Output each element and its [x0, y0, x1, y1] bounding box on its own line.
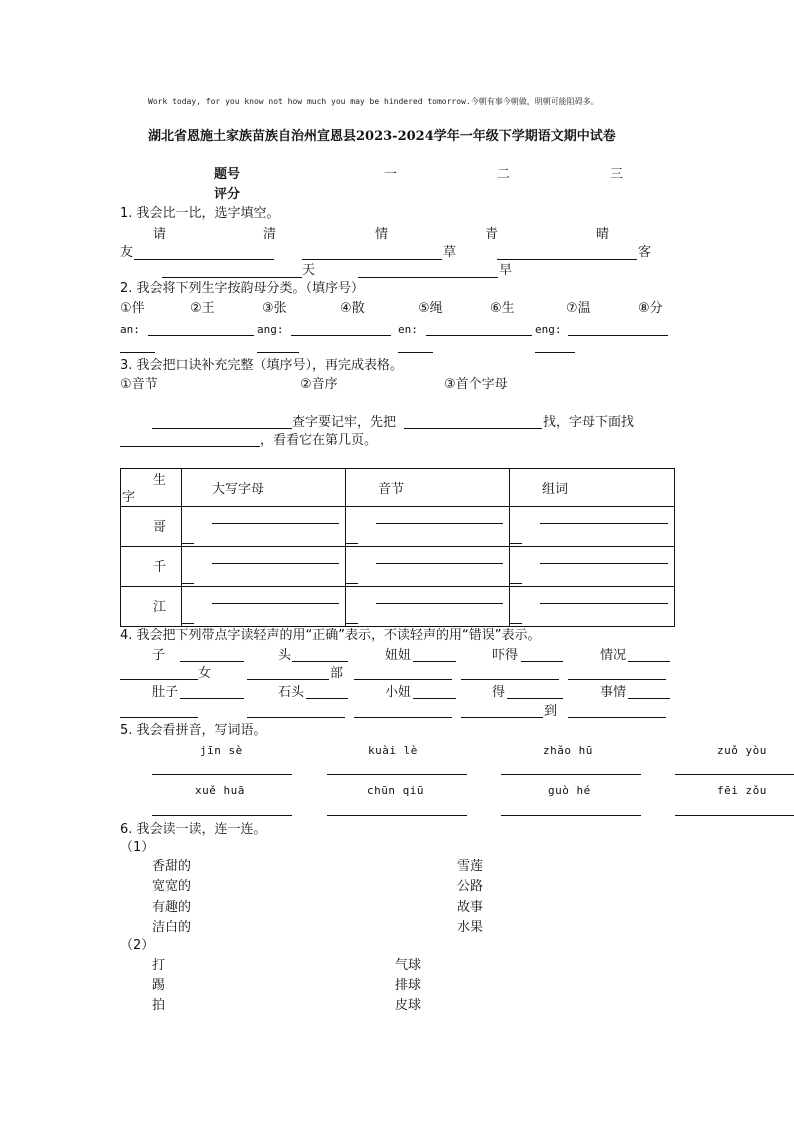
q3-th-upper — [182, 469, 346, 507]
q3-prompt: 3. 我会把口诀补充完整（填序号），再完成表格。 — [120, 358, 404, 373]
q2-group-ang: ang: — [257, 323, 284, 336]
q4-word-5: 情况 — [600, 648, 627, 663]
q1-word-sky: 天 — [302, 263, 316, 278]
q3-blank-3[interactable] — [120, 446, 260, 447]
q4-blank-8[interactable] — [354, 679, 452, 680]
q4-blank-7[interactable] — [247, 679, 329, 680]
q6-right-1[interactable]: 雪莲 — [457, 859, 484, 874]
q4-word-part: 部 — [330, 666, 344, 681]
q5-answer-3[interactable] — [501, 774, 641, 775]
q4-word-3: 妞妞 — [385, 648, 412, 663]
q5-prompt: 5. 我会看拼音，写词语。 — [120, 723, 267, 738]
q5-pinyin-2: kuài lè — [368, 744, 418, 757]
q4-blank-5[interactable] — [628, 661, 670, 662]
q4-word-1: 子 — [152, 648, 166, 663]
q6-ball-3[interactable]: 皮球 — [395, 998, 422, 1013]
q1-char-3: 情 — [375, 227, 389, 242]
q2-item-6: ⑥生 — [490, 301, 515, 316]
q3-th-syllable-label: 音节 — [378, 482, 405, 497]
q4-blank-12[interactable] — [306, 698, 348, 699]
q1-word-guest: 客 — [638, 245, 652, 260]
q1-word-early: 早 — [499, 263, 513, 278]
q2-blank-en-2[interactable] — [398, 352, 433, 353]
q5-answer-4[interactable] — [675, 774, 794, 775]
q2-item-3: ③张 — [262, 301, 287, 316]
q3-cell-syllable[interactable] — [346, 587, 510, 627]
q2-blank-ang[interactable] — [291, 335, 391, 336]
q3-rhyme-1b: 找，字母下面找 — [543, 415, 635, 430]
q4-blank-18[interactable] — [354, 717, 452, 718]
q3-row-char-label: 江 — [153, 600, 167, 615]
q2-item-4: ④散 — [340, 301, 365, 316]
q4-blank-13[interactable] — [413, 698, 456, 699]
q5-pinyin-3: zhǎo hū — [543, 744, 593, 757]
q3-blank-2[interactable] — [404, 428, 542, 429]
q6-right-2[interactable]: 公路 — [457, 879, 484, 894]
q3-blank-1[interactable] — [152, 428, 292, 429]
page-title: 湖北省恩施土家族苗族自治州宣恩县2023-2024学年一年级下学期语文期中试卷 — [148, 129, 616, 144]
q2-item-2: ②王 — [190, 301, 215, 316]
q3-cell-word[interactable] — [510, 587, 675, 627]
q1-word-friend: 友 — [120, 245, 134, 260]
q4-blank-15[interactable] — [628, 698, 670, 699]
q3-th-char — [121, 469, 182, 507]
q4-blank-9[interactable] — [461, 679, 559, 680]
q3-row-char — [121, 507, 182, 547]
q6-verb-1[interactable]: 打 — [152, 958, 166, 973]
score-label-number: 题号 — [214, 167, 241, 182]
q2-item-8: ⑧分 — [638, 301, 663, 316]
q6-left-4[interactable]: 洁白的 — [152, 920, 192, 935]
q3-th-syllable — [346, 469, 510, 507]
q3-row-char — [121, 547, 182, 587]
score-col-2: 二 — [497, 167, 511, 182]
q1-prompt: 1. 我会比一比，选字填空。 — [120, 206, 280, 221]
q4-prompt: 4. 我会把下列带点字读轻声的用“正确”表示，不读轻声的用“错误”表示。 — [120, 628, 541, 643]
q5-pinyin-7: guò hé — [548, 784, 591, 797]
q2-prompt: 2. 我会将下列生字按韵母分类。（填序号） — [120, 281, 365, 296]
q2-group-an: an: — [120, 323, 140, 336]
q4-blank-6[interactable] — [120, 679, 198, 680]
q2-blank-eng-2[interactable] — [535, 352, 575, 353]
q6-part2-label: （2） — [120, 938, 155, 953]
q6-part1-label: （1） — [120, 840, 155, 855]
q6-prompt: 6. 我会读一读，连一连。 — [120, 822, 267, 837]
q3-rhyme-2: ，看看它在第几页。 — [260, 433, 378, 448]
q6-right-4[interactable]: 水果 — [457, 920, 484, 935]
q2-blank-eng[interactable] — [568, 335, 668, 336]
header-motto: Work today, for you know not how much you may be hindered tomorrow.今朝有事今朝做，明朝可能阻碍多。 — [148, 97, 599, 106]
q1-word-grass: 草 — [443, 245, 457, 260]
q4-blank-11[interactable] — [180, 698, 244, 699]
q6-ball-2[interactable]: 排球 — [395, 978, 422, 993]
score-col-3: 三 — [610, 167, 624, 182]
q3-cell-word[interactable] — [510, 507, 675, 547]
q5-pinyin-5: xuě huā — [195, 784, 245, 797]
q4-word-7: 石头 — [278, 685, 305, 700]
q3-table — [120, 468, 675, 627]
q4-word-2: 头 — [278, 648, 292, 663]
q4-blank-4[interactable] — [521, 661, 563, 662]
q4-word-9: 得 — [492, 685, 506, 700]
q5-answer-8[interactable] — [675, 815, 794, 816]
q4-blank-3[interactable] — [413, 661, 456, 662]
q4-blank-10[interactable] — [568, 679, 666, 680]
q3-row-char-label: 千 — [153, 560, 167, 575]
q4-blank-16[interactable] — [120, 717, 198, 718]
q1-blank-4[interactable] — [162, 277, 302, 278]
q4-blank-14[interactable] — [507, 698, 563, 699]
q2-blank-ang-2[interactable] — [257, 352, 299, 353]
q6-left-1[interactable]: 香甜的 — [152, 859, 192, 874]
q3-th-word-label: 组词 — [542, 482, 569, 497]
q5-answer-6[interactable] — [327, 815, 467, 816]
q3-cell-syllable[interactable] — [346, 507, 510, 547]
q6-right-3[interactable]: 故事 — [457, 900, 484, 915]
q4-word-6: 肚子 — [152, 685, 179, 700]
q2-blank-an[interactable] — [148, 335, 254, 336]
q2-group-en: en: — [398, 323, 418, 336]
q3-rhyme-1a: 查字要记牢，先把 — [292, 415, 397, 430]
q3-row-char-label: 哥 — [153, 520, 167, 535]
q5-pinyin-8: fēi zǒu — [717, 784, 767, 797]
q3-th-char-top: 生 — [153, 473, 167, 488]
q4-blank-1[interactable] — [180, 661, 244, 662]
q2-item-7: ⑦温 — [566, 301, 591, 316]
q6-ball-1[interactable]: 气球 — [395, 958, 422, 973]
q4-word-8: 小妞 — [385, 685, 412, 700]
q3-cell-word[interactable] — [510, 547, 675, 587]
q1-blank-3[interactable] — [497, 259, 637, 260]
q3-row-char — [121, 587, 182, 627]
q2-item-5: ⑤绳 — [418, 301, 443, 316]
q1-char-2: 清 — [263, 227, 277, 242]
q3-cell-upper[interactable] — [182, 587, 346, 627]
q4-word-arrive: 到 — [544, 704, 558, 719]
q2-blank-en[interactable] — [426, 335, 532, 336]
q4-word-4: 吓得 — [492, 648, 519, 663]
q5-pinyin-1: jīn sè — [200, 744, 243, 757]
q1-char-4: 青 — [485, 227, 499, 242]
q3-option-2: ②音序 — [300, 377, 338, 392]
q5-pinyin-6: chūn qiū — [367, 784, 424, 797]
q6-left-2[interactable]: 宽宽的 — [152, 879, 192, 894]
q4-word-girl: 女 — [198, 666, 212, 681]
q2-group-eng: eng: — [535, 323, 562, 336]
q5-answer-2[interactable] — [327, 774, 467, 775]
q3-cell-upper[interactable] — [182, 547, 346, 587]
q2-blank-an-2[interactable] — [120, 352, 155, 353]
q6-verb-3[interactable]: 拍 — [152, 998, 166, 1013]
q3-cell-syllable[interactable] — [346, 547, 510, 587]
q1-blank-5[interactable] — [358, 277, 498, 278]
q5-answer-1[interactable] — [152, 774, 292, 775]
q4-blank-2[interactable] — [292, 661, 348, 662]
q3-th-char-bottom: 字 — [122, 490, 136, 505]
q3-option-3: ③首个字母 — [444, 377, 508, 392]
q4-blank-19[interactable] — [461, 717, 543, 718]
q6-verb-2[interactable]: 踢 — [152, 978, 166, 993]
q4-word-10: 事情 — [600, 685, 627, 700]
score-col-1: 一 — [384, 167, 398, 182]
q3-th-word — [510, 469, 675, 507]
q3-th-upper-label: 大写字母 — [212, 482, 265, 497]
score-label-score: 评分 — [214, 187, 241, 202]
q5-answer-5[interactable] — [152, 815, 292, 816]
q4-blank-17[interactable] — [247, 717, 345, 718]
q5-pinyin-4: zuǒ yòu — [717, 744, 767, 757]
q4-blank-20[interactable] — [568, 717, 666, 718]
q1-blank-1[interactable] — [134, 259, 274, 260]
q3-cell-upper[interactable] — [182, 507, 346, 547]
q1-blank-2[interactable] — [302, 259, 442, 260]
q1-char-5: 晴 — [596, 227, 610, 242]
q5-answer-7[interactable] — [501, 815, 641, 816]
q1-char-1: 请 — [153, 227, 167, 242]
q3-option-1: ①音节 — [120, 377, 158, 392]
q6-left-3[interactable]: 有趣的 — [152, 900, 192, 915]
q2-item-1: ①伴 — [120, 301, 145, 316]
